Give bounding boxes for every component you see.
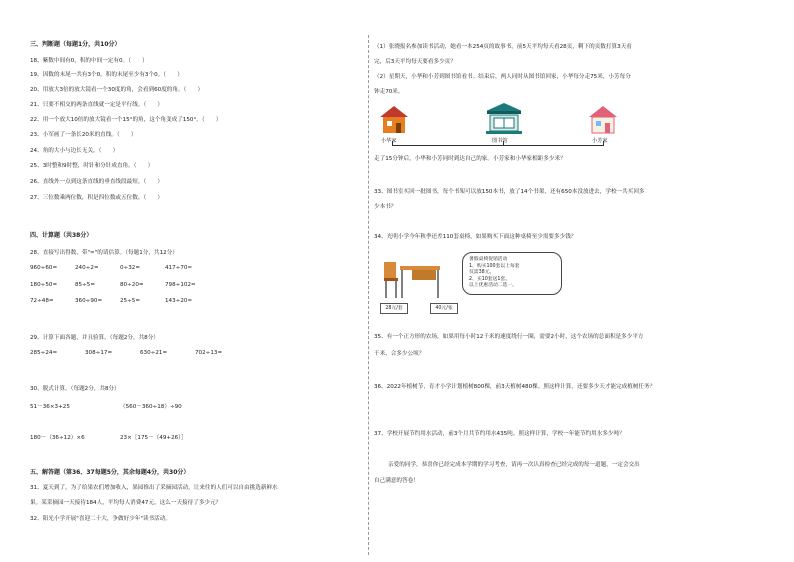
question-35-line-2: 千米，合多少公顷？ [374,351,425,357]
question-32-2-line-1: （2）星期天，小华和小芳到图书馆看书。结束后，两人同时从图书馆回家，小华每分走75米，小芳每分 [374,74,631,80]
mixed-calc-item: 180－（36÷12）×6 [30,435,85,441]
calc-row-2 [30,282,330,288]
calc-row-3 [30,298,330,304]
calc-item: 798÷102≈ [165,282,196,288]
judge-item-19: 19、因数的末尾一共有3个0，积的末尾至少有3个0。（ ） [30,72,183,78]
question-32-2-line-3: 走了15分钟后，小华和小芳同时到达自己的家。小芳家和小华家相距多少米？ [374,156,566,162]
calc-item: 143÷20≈ [165,298,193,304]
question-34: 34、光明小学今年秋季还差110套桌椅，如果购买下面这种桌椅至少需要多少钱？ [374,234,577,240]
section-3-title: 三、判断题（每题1分，共10分） [30,41,121,48]
promo-line: 仅需38元。 [469,270,495,275]
right-column [374,0,769,562]
question-33-line-2: 少本书？ [374,204,397,210]
question-28: 28、直接写出得数，带"≈"的请估算。（每题1分，共12分） [30,250,178,256]
column-divider [368,35,369,555]
question-32-1-line-1: （1）张晓报名参加读书活动，她看一本254页的故事书，前5天平均每天看28页，剩下的页数打算3天看 [374,44,632,50]
calc-item: 72÷48= [30,298,54,304]
desk-chair-icon [382,252,450,302]
verify-row [30,350,330,356]
promo-line: 以上优惠活动二选一。 [469,283,517,288]
calc-item: 360÷90= [75,298,103,304]
verify-item: 308÷17= [85,350,113,356]
mixed-calc-item: 51－36×3+25 [30,404,70,410]
question-32-2-line-2: 钟走70米。 [374,89,404,95]
question-33-line-1: 33、图书室买回一批图书，每个书架可以放150本书，放了14个书架，还有650本没放进去，学校一共买回多 [374,189,645,195]
xiaofang-house-icon [587,103,619,135]
judge-item-25: 25、3时整和9时整，时针和分针成直角。（ ） [30,163,154,169]
promo-bubble [462,252,562,295]
question-32-1-line-2: 完，后3天平均每天要看多少页？ [374,59,456,65]
place-label-library: 图书馆 [492,138,508,144]
question-30: 30、脱式计算。（每题2分，共8分） [30,386,120,392]
verify-item: 630÷21= [140,350,168,356]
calc-item: 180÷50= [30,282,58,288]
judge-item-27: 27、三位数乘两位数，积是四位数或五位数。（ ） [30,195,163,201]
judge-item-26: 26、直线外一点到这条直线的垂直线段最短。（ ） [30,179,163,185]
left-column [30,0,360,562]
question-32: 32、阳光小学开展"喜迎二十大，争做好少年"读书活动。 [30,516,171,522]
question-31-line-1: 31、夏天到了，为了给果农们增加收入，果园推出了采摘园活动，让来往的人们可以自由挑选新鲜水 [30,485,278,491]
question-36: 36、2022年植树节，育才小学计划植树800棵，前3天植树480棵。照这样计算，还要多少天才能完成植树任务？ [374,384,656,390]
calc-item: 0÷32= [120,265,141,271]
xiaohua-house-icon [378,103,410,135]
promo-line: 1、购买100套以上每套 [469,263,520,269]
mixed-calc-row-1 [30,402,330,410]
promo-line: 暑假桌椅促销活动 [469,257,508,262]
ending-line-2: 自己满意的答卷！ [374,478,419,484]
mixed-calc-row-2 [30,433,330,441]
chair-price-tag: 28元/套 [380,303,408,314]
calc-item: 25÷5= [120,298,141,304]
section-4-title: 四、计算题（共38分） [30,232,93,239]
calc-item: 240÷2= [75,265,99,271]
place-label-xiaohua: 小华家 [381,138,397,144]
section-5-title: 五、解答题（第36、37每题5分，其余每题4分，共30分） [30,469,190,476]
calc-item: 80÷20= [120,282,144,288]
question-29: 29、计算下面各题，并且验算。（每题2分，共8分） [30,335,159,341]
judge-item-20: 20、用放大3倍的放大镜看一个30度的角，会看到60度的角。（ ） [30,87,204,93]
judge-item-22: 22、用一个放大10倍的放大镜看一个15°的角，这个角变成了150°。（ ） [30,117,222,123]
calc-item: 960÷60= [30,265,58,271]
calc-item: 85÷5= [75,282,96,288]
calc-row-1 [30,265,330,271]
promo-line: 2、买10套送1套。 [469,276,510,282]
verify-item: 285÷24= [30,350,58,356]
ending-line-1: 亲爱的同学，恭喜你已经完成本学期的学习考查，请再一次认真检查已经完成的每一道题，一定会交出 [388,462,640,468]
mixed-calc-item: （560－360÷18）÷90 [120,404,182,410]
place-label-xiaofang: 小芳家 [592,138,608,144]
judge-item-21: 21、只要不相交的两条直线就一定是平行线。（ ） [30,102,163,108]
judge-item-18: 18、紫数中间有0，积的中间一定有0。（ ） [30,58,148,64]
desk-price-tag: 40元/张 [430,303,458,314]
library-icon [484,101,524,135]
question-35-line-1: 35、有一个正方形的农场，如果用每小时12千米的速度绕行一圈，需要2小时，这个农场的总面积是多少平方 [374,334,644,340]
road-line [392,145,604,146]
verify-item: 702÷13= [195,350,223,356]
question-31-line-2: 果。某采摘园一天接待184人，平均每人消费47元，这么一天接待了多少元？ [30,500,222,506]
question-37: 37、学校开展节约用水活动，前3个月共节约用水435吨。照这样计算，学校一年能节约用水多少吨？ [374,431,625,437]
judge-item-23: 23、小军画了一条长20米的直线。（ ） [30,132,137,138]
calc-item: 417÷70≈ [165,265,193,271]
mixed-calc-item: 23×［175－（49+26）］ [120,435,187,441]
judge-item-24: 24、角的大小与边长无关。（ ） [30,148,119,154]
